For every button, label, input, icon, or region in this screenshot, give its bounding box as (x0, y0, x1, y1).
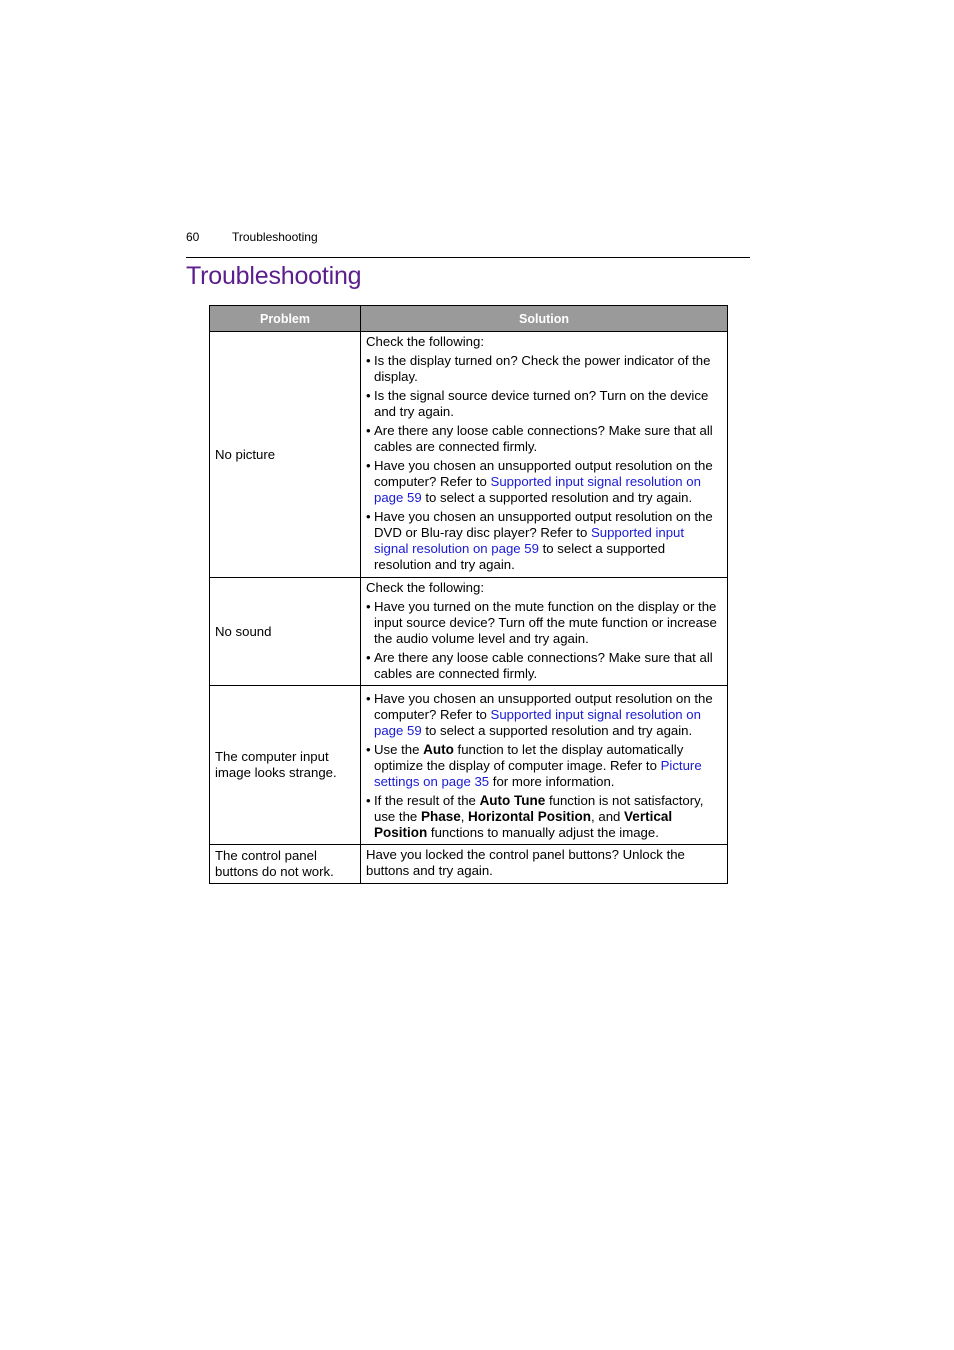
solution-cell (361, 332, 728, 578)
list-item (366, 742, 722, 790)
page-title: Troubleshooting (186, 262, 362, 290)
solution-list (366, 353, 722, 573)
solution-intro: Check the following: (366, 334, 485, 349)
solution-intro: Check the following: (366, 580, 485, 595)
item-text: Use the (374, 742, 424, 757)
cross-reference-link[interactable]: Supported input signal resolution on page 59 (374, 474, 701, 505)
list-item (366, 691, 722, 739)
running-header (186, 230, 750, 258)
item-text: , (460, 809, 469, 824)
list-item (366, 793, 722, 841)
column-header-solution: Solution (361, 306, 728, 332)
item-text: for more information. (489, 774, 615, 789)
list-item: • Have you turned on the mute function on the display or the input source device? Turn off the mute function or increase the audio volume level and try again. (366, 599, 722, 647)
table-row (210, 578, 728, 686)
ui-term-vertical-position: Vertical Position (374, 809, 673, 840)
problem-cell: No sound (210, 578, 361, 686)
list-item (366, 458, 722, 506)
item-text: Have you chosen an unsupported output resolution on the computer? Refer to (374, 458, 713, 489)
table-row (210, 845, 728, 884)
cross-reference-link[interactable]: Picture settings on page 35 (374, 758, 702, 789)
running-title: Troubleshooting (232, 230, 318, 244)
item-text: function to let the display automatically optimize the display of computer image. Refer to (374, 742, 684, 773)
list-item (366, 509, 722, 573)
ui-term-auto: Auto (423, 742, 454, 757)
page-number: 60 (186, 230, 200, 244)
solution-list (366, 691, 722, 841)
cross-reference-link[interactable]: Supported input signal resolution on page 59 (374, 525, 685, 556)
cross-reference-link[interactable]: Supported input signal resolution on page 59 (374, 707, 701, 738)
problem-cell: The computer input image looks strange. (210, 686, 361, 845)
table-header-row (210, 306, 728, 332)
solution-cell (361, 578, 728, 686)
item-text: , and (591, 809, 625, 824)
list-item: • Are there any loose cable connections? Make sure that all cables are connected firmly. (366, 423, 722, 455)
troubleshooting-table (209, 305, 728, 884)
solution-cell (361, 686, 728, 845)
problem-cell: The control panel buttons do not work. (210, 845, 361, 884)
solution-list (366, 599, 722, 682)
item-text: to select a supported resolution and try again. (421, 723, 693, 738)
ui-term-auto-tune: Auto Tune (479, 793, 546, 808)
list-item: • Is the signal source device turned on? Turn on the device and try again. (366, 388, 722, 420)
item-text: function is not satisfactory, use the (374, 793, 704, 824)
list-item: • Are there any loose cable connections? Make sure that all cables are connected firmly. (366, 650, 722, 682)
list-item: • Is the display turned on? Check the power indicator of the display. (366, 353, 722, 385)
item-text: If the result of the (374, 793, 480, 808)
item-text: to select a supported resolution and try again. (421, 490, 693, 505)
table-row (210, 686, 728, 845)
item-text: Have you chosen an unsupported output resolution on the DVD or Blu-ray disc player? Refer to (374, 509, 713, 540)
item-text: functions to manually adjust the image. (427, 825, 659, 840)
solution-cell: Have you locked the control panel buttons? Unlock the buttons and try again. (361, 845, 728, 884)
problem-cell: No picture (210, 332, 361, 578)
item-text: Have you chosen an unsupported output resolution on the computer? Refer to (374, 691, 713, 722)
item-text: to select a supported resolution and try again. (374, 541, 666, 572)
column-header-problem: Problem (210, 306, 361, 332)
ui-term-horizontal-position: Horizontal Position (468, 809, 592, 824)
table-row (210, 332, 728, 578)
ui-term-phase: Phase (420, 809, 461, 824)
